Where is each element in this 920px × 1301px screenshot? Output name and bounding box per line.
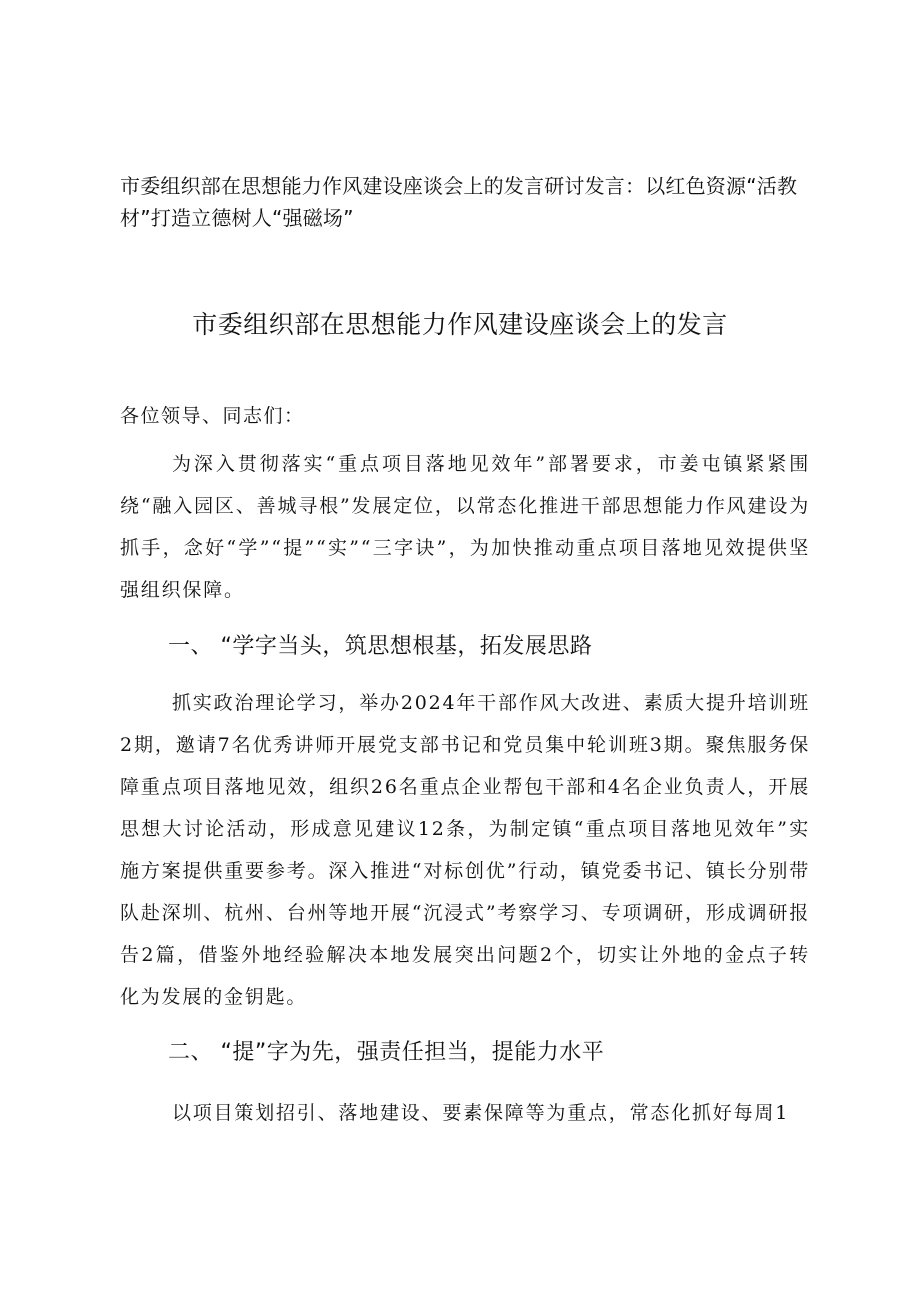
intro-paragraph: 为深入贯彻落实“重点项目落地见效年”部署要求，市姜屯镇紧紧围绕“融入园区、善城寻根”发展定位，以常态化推进干部思想能力作风建设为抓手，念好“学”“提”“实”“三字诀”，为加快推动重点项目落地见效提供坚强组织保障。	[120, 453, 810, 601]
section-heading-2: 二、 “提”字为先，强责任担当，提能力水平	[168, 1040, 605, 1065]
speech-heading: 市委组织部在思想能力作风建设座谈会上的发言	[192, 310, 728, 339]
salutation: 各位领导、同志们：	[120, 405, 305, 427]
section-1-paragraph: 抓实政治理论学习，举办2024年干部作风大改进、素质大提升培训班2期，邀请7名优秀讲师开展党支部书记和党员集中轮训班3期。聚焦服务保障重点项目落地见效，组织26名重点企业帮包干部和4名企业负责人，开展思想大讨论活动，形成意见建议12条，为制定镇“重点项目落地见效年”实施方案提供重要参考。深入推进“对标创优”行动，镇党委书记、镇长分别带队赴深圳、杭州、台州等地开展“沉浸式”考察学习、专项调研，形成调研报告2篇，借鉴外地经验解决本地发展突出问题2个，切实让外地的金点子转化为发展的金钥匙。	[120, 692, 810, 1008]
section-2-paragraph: 以项目策划招引、落地建设、要素保障等为重点，常态化抓好每周1	[172, 1102, 790, 1124]
document-title: 市委组织部在思想能力作风建设座谈会上的发言研讨发言：以红色资源“活教材”打造立德树人“强磁场”	[120, 174, 798, 230]
section-heading-1: 一、 “学字当头，筑思想根基，拓发展思路	[168, 634, 593, 659]
